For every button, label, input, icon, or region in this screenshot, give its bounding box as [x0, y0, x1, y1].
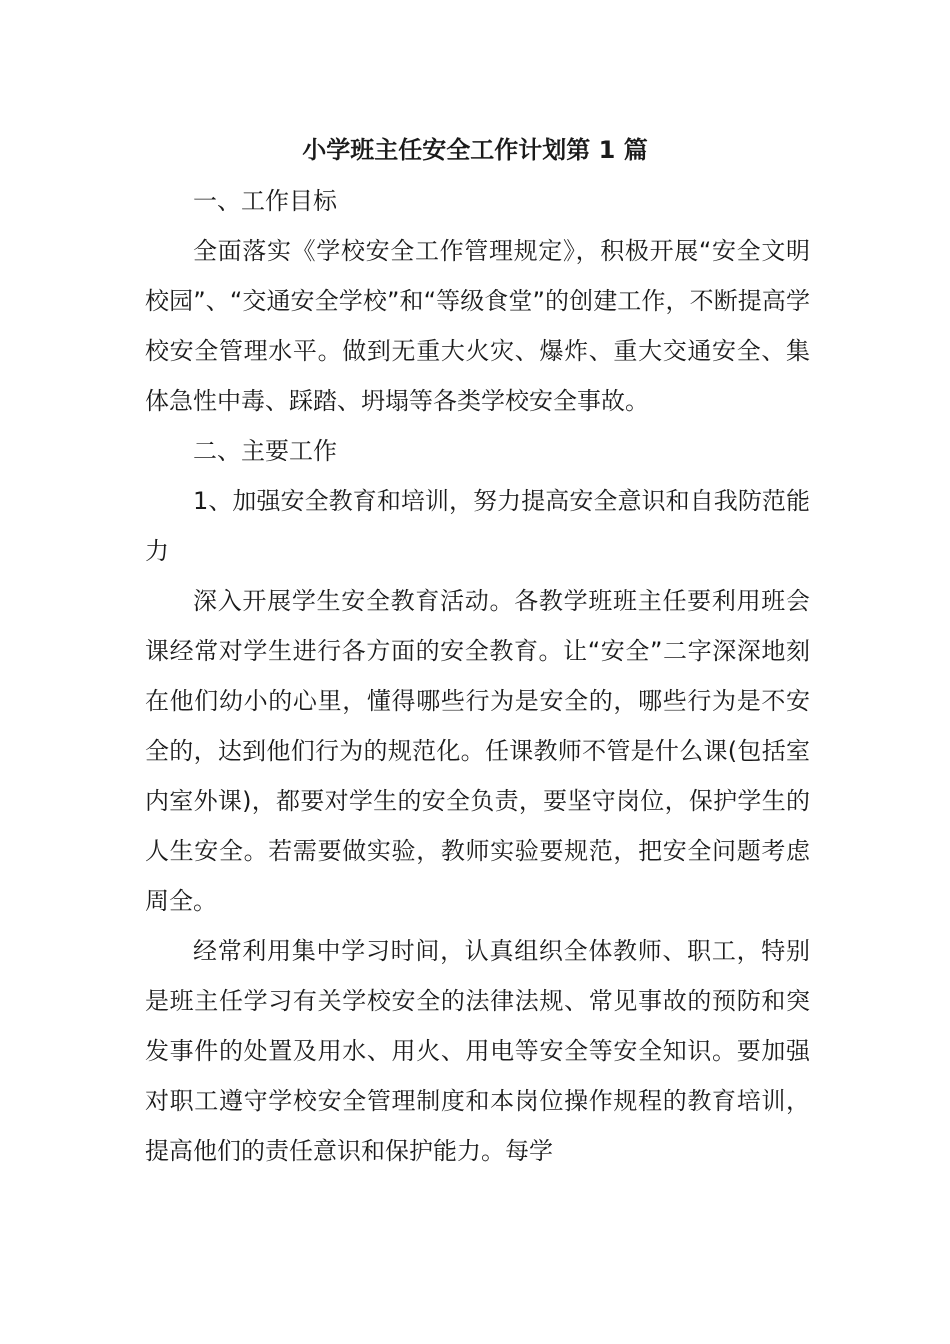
paragraph-staff-training: 经常利用集中学习时间，认真组织全体教师、职工，特别是班主任学习有关学校安全的法律法规、常见事故的预防和突发事件的处置及用水、用火、用电等安全等安全知识。要加强对职工遵守学校安全管理制度和本岗位操作规程的教育培训，提高他们的责任意识和保护能力。每学	[145, 937, 810, 1165]
subheading-safety-education: 1、加强安全教育和培训，努力提高安全意识和自我防范能力	[145, 487, 810, 565]
document-body	[145, 176, 810, 1176]
paragraph-student-education: 深入开展学生安全教育活动。各教学班班主任要利用班会课经常对学生进行各方面的安全教育。让“安全”二字深深地刻在他们幼小的心里，懂得哪些行为是安全的，哪些行为是不安全的，达到他们行为的规范化。任课教师不管是什么课(包括室内室外课)，都要对学生的安全负责，要坚守岗位，保护学生的人生安全。若需要做实验，教师实验要规范，把安全问题考虑周全。	[145, 587, 810, 915]
section-heading-main-work: 二、主要工作	[193, 437, 337, 465]
paragraph-goals: 全面落实《学校安全工作管理规定》，积极开展“安全文明校园”、“交通安全学校”和“等级食堂”的创建工作，不断提高学校安全管理水平。做到无重大火灾、爆炸、重大交通安全、集体急性中毒、踩踏、坍塌等各类学校安全事故。	[145, 237, 810, 415]
document-title: 小学班主任安全工作计划第 1 篇	[302, 136, 648, 164]
section-heading-goals: 一、工作目标	[193, 187, 337, 215]
